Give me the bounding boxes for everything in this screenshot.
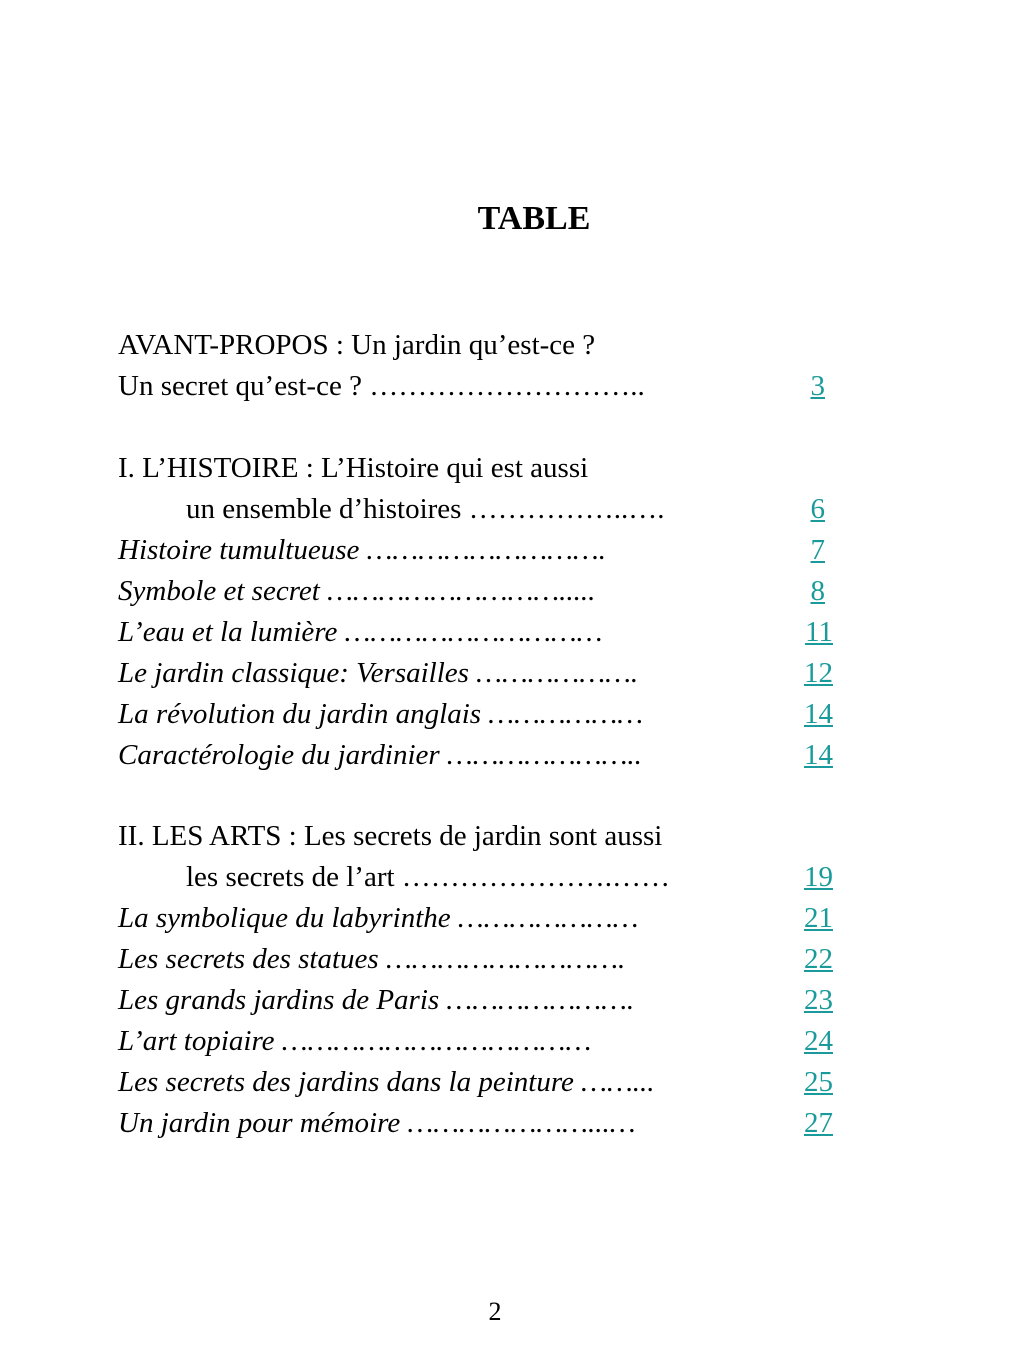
toc-entry-text: La révolution du jardin anglais ……………… — [118, 698, 644, 730]
toc-entry — [118, 982, 634, 1018]
toc-entry — [118, 532, 606, 568]
toc-entry-text: II. LES ARTS : Les secrets de jardin sont aussi — [118, 820, 663, 852]
toc-page-link[interactable]: 14 — [804, 698, 833, 730]
toc-entry-text: Les grands jardins de Paris …………………. — [118, 984, 635, 1016]
toc-entry — [118, 1105, 635, 1141]
toc-entry-text: Symbole et secret ………………………..... — [118, 575, 596, 607]
toc-page-link[interactable]: 23 — [804, 984, 833, 1016]
toc-entry — [118, 696, 643, 732]
toc-page-link[interactable]: 27 — [804, 1107, 833, 1139]
toc-entry-text: Le jardin classique: Versailles ………………. — [118, 657, 639, 689]
toc-page-link[interactable]: 19 — [804, 861, 833, 893]
toc-page-link[interactable]: 11 — [805, 616, 833, 648]
toc-section-heading — [118, 450, 588, 486]
toc-page-link[interactable]: 7 — [810, 534, 825, 566]
toc-entry-text: Caractérologie du jardinier ………………….. — [118, 739, 642, 771]
toc-entry-text: un ensemble d’histoires ……………..…. — [186, 493, 665, 525]
toc-entry-text: L’eau et la lumière ………………………… — [118, 616, 603, 648]
toc-page-link[interactable]: 8 — [810, 575, 825, 607]
toc-entry — [118, 573, 595, 609]
toc-entry — [118, 614, 602, 650]
toc-entry — [118, 941, 625, 977]
toc-entry-text: Histoire tumultueuse ………………………. — [118, 534, 606, 566]
toc-entry-text: I. L’HISTOIRE : L’Histoire qui est aussi — [118, 452, 589, 484]
toc-entry-text: Les secrets des statues ………………………. — [118, 943, 626, 975]
toc-entry — [186, 859, 670, 895]
toc-page-link[interactable]: 21 — [804, 902, 833, 934]
toc-section-heading — [118, 818, 662, 854]
toc-entry — [118, 737, 642, 773]
toc-page-link[interactable]: 22 — [804, 943, 833, 975]
toc-page-link[interactable]: 24 — [804, 1025, 833, 1057]
toc-entry — [118, 368, 645, 404]
toc-entry-text: les secrets de l’art ………………….…… — [186, 861, 671, 893]
toc-entry-text: Un secret qu’est-ce ? ……………………….. — [118, 370, 645, 402]
toc-entry — [118, 655, 638, 691]
toc-entry — [186, 491, 664, 527]
toc-entry-text: AVANT-PROPOS : Un jardin qu’est-ce ? — [118, 329, 596, 361]
toc-entry-text: Les secrets des jardins dans la peinture ……... — [118, 1066, 655, 1098]
toc-page-link[interactable]: 14 — [804, 739, 833, 771]
toc-page-link[interactable]: 25 — [804, 1066, 833, 1098]
toc-entry — [118, 1023, 591, 1059]
toc-entry-text: La symbolique du labyrinthe ………………… — [118, 902, 639, 934]
toc-entry-text: Un jardin pour mémoire …………………...… — [118, 1107, 636, 1139]
toc-entry — [118, 1064, 655, 1100]
toc-page-link[interactable]: 12 — [804, 657, 833, 689]
page-title: TABLE — [477, 200, 591, 237]
toc-page-link[interactable]: 3 — [810, 370, 825, 402]
toc-entry-text: L’art topiaire ……………………………… — [118, 1025, 592, 1057]
toc-section-heading — [118, 327, 595, 363]
page-number: 2 — [488, 1297, 502, 1326]
toc-page-link[interactable]: 6 — [810, 493, 825, 525]
toc-entry — [118, 900, 638, 936]
